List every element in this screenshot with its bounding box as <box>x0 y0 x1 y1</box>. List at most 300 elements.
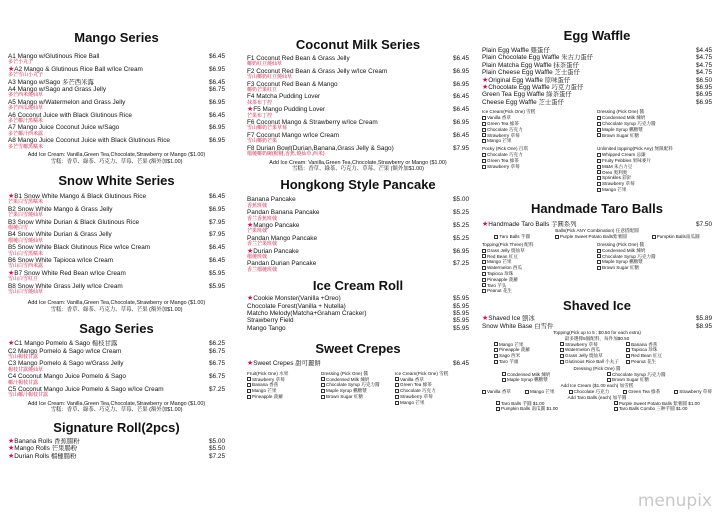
option-item: Mango 芒果 <box>247 388 321 394</box>
option-item: M&M 朱古力豆 <box>597 164 712 170</box>
menu-item-chinese: 多芒雪山小丸子 <box>8 72 44 79</box>
checkbox-icon <box>494 235 498 239</box>
menu-item-chinese: 雪山椰汁楊枝甘露 <box>8 392 49 399</box>
option-item: Chocolate 巧克力 <box>569 389 610 395</box>
hk-pancake-title: Hongkong Style Pancake <box>280 177 436 193</box>
checkbox-icon <box>560 354 564 358</box>
checkbox-icon <box>560 360 564 364</box>
menu-item-name: Plain Chocolate Egg Waffle 朱古力蛋仔 <box>482 54 594 62</box>
option-item: Condensed Milk 煉奶 <box>597 248 712 254</box>
menu-item-price: $6.95 <box>453 67 469 75</box>
option-item: Condensed Milk 煉奶 <box>502 372 607 378</box>
menu-item-price: $7.95 <box>453 144 469 152</box>
menu-item-price: $6.45 <box>209 256 225 264</box>
menu-item-chinese: 榴槤班戟 <box>247 253 268 260</box>
option-item: Brown Sugar 紅糖 <box>607 377 712 383</box>
menu-item-name: ★B7 Snow White Red Bean w/Ice Cream <box>8 269 126 277</box>
menu-item-chinese: 榴槤椰奶碗(榴槤,香蕉,燒仙草,西米) <box>247 151 325 158</box>
menu-item-name: A6 Coconut Juice with Black Glutinous Rice <box>8 111 132 119</box>
menu-item-name: Plain Egg Waffle 雞蛋仔 <box>482 47 550 54</box>
menu-item-chinese: 雪山椰奶芒果 <box>247 138 278 145</box>
option-item: Chocolate Syrup 巧克力醬 <box>607 372 712 378</box>
menu-item-name: Pandan Mango Pancake <box>247 234 317 242</box>
menu-item-price: $6.95 <box>209 98 225 106</box>
checkbox-icon <box>482 159 486 163</box>
option-item: Banana 香蕉 <box>626 342 712 348</box>
snow-white-title: Snow White Series <box>58 172 175 188</box>
menu-item <box>482 54 712 61</box>
option-group-title: Unlimited topping(Pick Any) 無限配料 <box>597 146 673 152</box>
menu-item-price: $4.45 <box>696 47 712 54</box>
checkbox-icon <box>482 289 486 293</box>
checkbox-icon <box>560 342 564 346</box>
option-group-title: Dressing (Pick One) 醬 <box>597 109 644 115</box>
menu-item-chinese: 雪山白雪紅豆 <box>8 276 39 283</box>
coconut-note-cn: 雪糕：香草、綠茶、巧克力、草莓、芒果 (額外加$1.00) <box>292 165 424 172</box>
star-icon: ★ <box>8 445 15 453</box>
option-group-title: Pocky (Pick One) 百琪 <box>482 146 528 152</box>
option-item: Strawberry 草莓 <box>482 133 597 139</box>
checkbox-icon <box>560 348 564 352</box>
menu-item-name: ★F5 Mango Pudding Lover <box>247 106 326 114</box>
menu-item-chinese: 雪山白雪黑糯米 <box>8 250 44 257</box>
checkbox-icon <box>597 122 601 126</box>
menu-item-price: $6.45 <box>453 106 469 114</box>
option-item: Glutinous Rice Ball 小丸子 <box>560 359 626 365</box>
menu-item <box>8 53 225 60</box>
menu-item-name: ★Original Egg Waffle 原味蛋仔 <box>482 76 571 84</box>
menu-item-name: A8 Mango Juice Coconut Juice with Black Glutinous Rice <box>8 137 170 145</box>
menu-item <box>8 340 225 347</box>
menu-item-price: $6.45 <box>453 131 469 139</box>
menu-item-price: $6.95 <box>209 137 225 145</box>
menu-item-name: Cheese Egg Waffle 芝士蛋仔 <box>482 98 565 106</box>
option-item: Green Tea 綠茶 <box>623 389 660 395</box>
option-item: Tapioca 珍珠 <box>482 271 597 277</box>
option-item: Green Tea 綠茶 <box>482 121 597 127</box>
checkbox-icon <box>482 165 486 169</box>
menu-item <box>482 323 712 330</box>
taro-options <box>482 242 712 294</box>
mango-note-cn: 雪糕：香草、綠茶、巧克力、草莓、芒果 (額外加$1.00) <box>50 158 183 165</box>
menu-item-chinese: 多芒西米燒仙草 <box>8 92 44 99</box>
menu-item-price: $8.95 <box>696 322 712 330</box>
menu-item-name: ★A2 Mango & Glutinous Rice Ball w/Ice Cream <box>8 65 143 73</box>
menu-item-price: $5.95 <box>453 295 469 303</box>
menu-item <box>482 77 712 84</box>
menu-item-price: $6.95 <box>696 84 712 92</box>
menu-item-price: $6.95 <box>453 80 469 88</box>
menu-item-name: A1 Mango w/Glutinous Rice Ball <box>8 53 100 60</box>
menu-item <box>247 81 469 88</box>
option-item: Chocolate Syrup 巧克力醬 <box>321 382 395 388</box>
option-item: Maple Syrup 楓糖漿 <box>502 377 607 383</box>
menu-item-price: $6.50 <box>696 76 712 84</box>
option-item: Chocolate Syrup 巧克力醬 <box>597 254 712 260</box>
menupix-logo: menupix <box>637 491 712 511</box>
menu-item-price: $6.75 <box>209 373 225 381</box>
checkbox-icon <box>494 360 498 364</box>
taro-balls-options <box>482 234 712 240</box>
star-icon: ★ <box>247 295 254 303</box>
menu-item-name: Pandan Banana Pancake <box>247 209 320 217</box>
option-item: Strawberry 草莓 <box>247 377 321 383</box>
checkbox-icon <box>597 182 601 186</box>
mango-note-en: Add Ice Cream: Vanilla,Green Tea,Chocolate,Strawberry or Mango ($1.00) <box>27 152 206 159</box>
checkbox-icon <box>597 188 601 192</box>
menu-item-chinese: 香兰香蕉班戟 <box>247 215 278 222</box>
menu-item-price: $6.95 <box>453 247 469 255</box>
menu-item-price: $6.95 <box>209 124 225 132</box>
option-item: Brown Sugar 紅糖 <box>321 394 395 400</box>
checkbox-icon <box>502 372 506 376</box>
menu-item-chinese: 多芒小丸子 <box>8 59 34 66</box>
star-icon: ★ <box>247 221 254 229</box>
shaved-addball-title: Add Taro Balls (each) 加芋圓 <box>567 394 627 400</box>
option-item: Mango 芒果 <box>482 138 597 144</box>
option-item: Brown Sugar 紅糖 <box>597 265 712 271</box>
hk-pancake-list <box>247 196 469 273</box>
menu-item-price: $5.95 <box>209 282 225 290</box>
checkbox-icon <box>626 354 630 358</box>
menu-item-price: $5.95 <box>453 324 469 332</box>
option-item: Pineapple 菠蘿 <box>247 394 321 400</box>
shaved-dressing-options <box>482 372 712 384</box>
option-item: Brown Sugar 紅糖 <box>597 133 712 139</box>
star-icon: ★ <box>8 452 15 460</box>
menu-item-chinese: 雪山楊枝甘露 <box>8 354 39 361</box>
option-group-title: Topping(Pick Three) 配料 <box>482 241 534 247</box>
menu-item-name: ★Shaved Ice 刨冰 <box>482 315 535 323</box>
shaved-balls-options <box>482 401 712 413</box>
sago-series-list <box>8 340 225 399</box>
option-item: Purple Sweet Potato Balls 紫薯圓 $1.00 <box>614 401 712 407</box>
taro-dressing-group <box>597 242 712 294</box>
option-item: Strawberry 草莓 <box>674 389 712 395</box>
menu-item <box>247 310 469 317</box>
option-item: Taro 芋头 <box>482 283 597 289</box>
sweet-crepes-item: ★Sweet Crepes 甜可麗餅 $6.45 <box>247 360 469 368</box>
option-item: Taro 芋頭 <box>494 359 560 365</box>
menu-item-name: Matcho Melody(Matcha+Graham Cracker) <box>247 310 367 317</box>
menu-item <box>8 373 225 380</box>
option-item: Vanilla 香草 <box>395 377 469 383</box>
menu-item-price: $7.95 <box>209 218 225 226</box>
checkbox-icon <box>607 372 611 376</box>
option-item: Pineapple 菠蘿 <box>482 277 597 283</box>
menu-item-name: Strawberry Field <box>247 317 294 325</box>
option-group-title: Dressing (Pick One) 醬 <box>597 241 644 247</box>
menu-item-chinese: 多芒西瓜燒仙草 <box>8 105 44 112</box>
menu-item-price: $7.25 <box>209 386 225 394</box>
checkbox-icon <box>247 383 251 387</box>
checkbox-icon <box>597 266 601 270</box>
menu-item-price: $6.45 <box>453 55 469 62</box>
checkbox-icon <box>247 395 251 399</box>
menu-item <box>8 270 225 277</box>
menu-item-name: F4 Matcha Pudding Lover <box>247 93 321 101</box>
menu-item-name: F7 Coconut Mango w/Ice Cream <box>247 131 339 139</box>
menu-item-name: C5 Coconut Mango Juice Pomelo & Sago w/Ice Cream <box>8 386 164 394</box>
option-item: Mango 芒果 <box>494 342 560 348</box>
checkbox-icon <box>597 254 601 258</box>
menu-item-chinese: 多芒雪椰黑糯米 <box>8 143 44 150</box>
checkbox-icon <box>623 390 627 394</box>
menu-item-price: $7.25 <box>453 260 469 268</box>
checkbox-icon <box>494 354 498 358</box>
option-item: Mango 芒果 <box>482 259 597 265</box>
menu-item <box>482 91 712 98</box>
checkbox-icon <box>321 389 325 393</box>
middle-column <box>243 0 473 517</box>
menu-item-chinese: 芒果布丁控 <box>247 112 273 119</box>
checkbox-icon <box>494 348 498 352</box>
checkbox-icon <box>321 383 325 387</box>
menu-item-price: $6.95 <box>209 205 225 213</box>
option-item: Mango 芒果 <box>525 389 555 395</box>
checkbox-icon <box>607 378 611 382</box>
star-icon: ★ <box>8 192 15 200</box>
menu-item-name: Pandan Durian Pancake <box>247 260 317 268</box>
menu-item-price: $6.75 <box>209 86 225 94</box>
menu-item <box>482 315 712 322</box>
menu-item <box>247 248 469 255</box>
option-item: Grass Jelly 燒仙草 <box>482 248 597 254</box>
menu-item-price: $6.95 <box>209 65 225 73</box>
checkbox-icon <box>482 260 486 264</box>
option-item: Pumpkin Balls南瓜圓 <box>652 234 700 240</box>
option-item: Pineapple 菠蘿 <box>494 347 560 353</box>
option-item: Pumpkin Balls 南瓜圓 $1.00 <box>496 406 614 412</box>
checkbox-icon <box>482 390 486 394</box>
menu-item <box>247 132 469 139</box>
menu-item <box>482 84 712 91</box>
checkbox-icon <box>482 249 486 253</box>
shaved-addice-title: Add Ice Cream ($1.00 each) 加雪糕 <box>560 383 634 389</box>
menu-item-price: $4.75 <box>696 54 712 62</box>
checkbox-icon <box>569 390 573 394</box>
checkbox-icon <box>482 122 486 126</box>
menu-item-name: ★C1 Mango Pomelo & Sago 楊枝甘露 <box>8 340 118 348</box>
menu-item-name: A5 Mango w/Watermelon and Grass Jelly <box>8 98 126 106</box>
checkbox-icon <box>597 153 601 157</box>
coconut-note-en: Add Ice Cream: Vanilla,Green Tea,Chocolate,Strawberry or Mango ($1.00) <box>269 159 447 166</box>
menu-item-name: Green Tea Egg Waffle 綠茶蛋仔 <box>482 91 572 99</box>
checkbox-icon <box>395 395 399 399</box>
menu-item-name: Snow White Base 白雪件 <box>482 322 554 330</box>
option-item: Taro Balls Combo 三种芋圓 $1.00 <box>614 406 712 412</box>
shaved-topping-note-cn: 最多選擇5個配料，每件加$0.50 <box>564 335 630 341</box>
sago-note-en: Add Ice Cream: Vanilla,Green Tea,Chocolate,Strawberry or Mango ($1.00) <box>27 400 206 407</box>
checkbox-icon <box>395 383 399 387</box>
menu-item-name: Chocolate Forest(Vanilla + Nutella) <box>247 302 346 310</box>
menu-item-name: Mango Tango <box>247 324 286 332</box>
signature-roll-list <box>8 438 225 460</box>
shaved-topping-options <box>482 342 712 365</box>
option-item: Green Tea 綠茶 <box>395 382 469 388</box>
option-item: Grass Jelly 燒仙草 <box>560 353 626 359</box>
menu-item <box>482 62 712 69</box>
menu-item-price: $6.45 <box>209 78 225 86</box>
menu-item-price: $6.45 <box>209 192 225 200</box>
option-item: Vanilla 香草 <box>482 115 597 121</box>
egg-options-1 <box>482 109 712 144</box>
menu-item-chinese: 抹茶布丁控 <box>247 99 273 106</box>
menu-item-name: Plain Matcha Egg Waffle 抹茶蛋仔 <box>482 61 579 69</box>
checkbox-icon <box>555 235 559 239</box>
checkbox-icon <box>525 390 529 394</box>
checkbox-icon <box>496 407 500 411</box>
menu-item-chinese: 椰汁楊枝甘露 <box>8 379 39 386</box>
option-item: Taro Balls 芋圓 <box>494 234 530 240</box>
menu-item <box>482 99 712 106</box>
checkbox-icon <box>597 260 601 264</box>
menu-item-price: $6.45 <box>209 53 225 60</box>
checkbox-icon <box>482 272 486 276</box>
menu-item-name: B4 Snow White Durian & Grass Jelly <box>8 231 112 239</box>
checkbox-icon <box>597 165 601 169</box>
option-item: Strawberry 草莓 <box>597 181 712 187</box>
taro-balls-item: ★Handmade Taro Balls 芋圓系列 $7.50 <box>482 220 712 228</box>
checkbox-icon <box>614 407 618 411</box>
menu-item-name: B8 Snow White Grass Jelly w/Ice Cream <box>8 282 123 290</box>
crepes-icecream-group <box>395 371 469 406</box>
menu-item-price: $6.75 <box>209 347 225 355</box>
star-icon: ★ <box>482 84 489 92</box>
checkbox-icon <box>496 401 500 405</box>
menu-item-chinese: 芒果白雪燒仙草 <box>8 212 44 219</box>
checkbox-icon <box>482 128 486 132</box>
checkbox-icon <box>494 342 498 346</box>
menu-item-chinese: 多芒椰汁黑糯米 <box>8 118 44 125</box>
checkbox-icon <box>597 133 601 137</box>
checkbox-icon <box>482 254 486 258</box>
option-item: Red Bean 紅豆 <box>482 254 597 260</box>
menu-item-price: $6.45 <box>453 93 469 101</box>
taro-topping-group <box>482 242 597 294</box>
menu-item-name: F6 Coconut Mango & Strawberry w/Ice Cream <box>247 119 378 127</box>
menu-item-chinese: 椰奶紅豆燒仙草 <box>247 61 283 68</box>
menu-item <box>8 219 225 226</box>
snow-note-cn: 雪糕：香草、綠茶、巧克力、草莓、芒果 (額外加$1.00) <box>50 306 183 313</box>
signature-roll-title: Signature Roll(2pcs) <box>53 419 180 435</box>
menu-item-price: $6.45 <box>209 244 225 252</box>
option-item: Chocolate 巧克力 <box>482 152 597 158</box>
menu-item-chinese: 香兰榴槤班戟 <box>247 266 278 273</box>
checkbox-icon <box>247 389 251 393</box>
egg-icecream-group <box>482 109 597 144</box>
snow-white-list <box>8 193 225 296</box>
sweet-crepes-title: Sweet Crepes <box>315 341 401 357</box>
menu-item-price: $5.89 <box>696 315 712 323</box>
option-item: Fruity Pebbles 果味麥片 <box>597 158 712 164</box>
checkbox-icon <box>626 360 630 364</box>
option-item: Banana 香蕉 <box>247 382 321 388</box>
checkbox-icon <box>482 116 486 120</box>
menu-item-name: C3 Mango Pomelo & Sago w/Grass Jelly <box>8 360 124 368</box>
menu-item-price: $6.95 <box>696 98 712 106</box>
menu-item-price: $5.95 <box>453 302 469 310</box>
option-item: Chocolate 巧克力 <box>482 127 597 133</box>
menu-item <box>8 79 225 86</box>
option-item: Mango 芒果 <box>395 400 469 406</box>
menu-item <box>247 260 469 267</box>
menu-item-price: $5.25 <box>453 221 469 229</box>
shaved-ice-list <box>482 315 712 330</box>
crepes-options <box>247 371 469 406</box>
option-item: Taro Balls 芋圓 $1.00 <box>496 401 614 407</box>
option-group-title: Ice Cream(Pick One) 雪糕 <box>482 109 536 115</box>
checkbox-icon <box>321 395 325 399</box>
checkbox-icon <box>626 348 630 352</box>
menu-item <box>247 222 469 229</box>
crepes-fruit-group <box>247 371 321 406</box>
menu-item <box>8 348 225 355</box>
checkbox-icon <box>502 378 506 382</box>
menu-item-price: $6.45 <box>209 111 225 119</box>
menu-item-price: $5.95 <box>453 317 469 325</box>
menu-item <box>247 235 469 242</box>
star-icon: ★ <box>482 76 489 84</box>
menu-item-name: B6 Snow White Tapioca w/Ice Cream <box>8 256 114 264</box>
menu-item-chinese: 多芒椰汁西米露 <box>8 130 44 137</box>
menu-item <box>247 317 469 324</box>
snow-note-en: Add Ice Cream: Vanilla,Green Tea,Chocolate,Strawberry or Mango ($1.00) <box>27 300 206 307</box>
checkbox-icon <box>614 401 618 405</box>
left-column <box>0 0 233 517</box>
option-group-title: Dressing (Pick One) 醬 <box>321 370 368 376</box>
option-item: Purple Sweet Potato Balls紫薯圓 <box>555 234 627 240</box>
menu-item-name: Plain Cheese Egg Waffle 芝士蛋仔 <box>482 69 581 77</box>
menu-item <box>8 445 225 452</box>
option-item: Oreo 奧利奧 <box>597 170 712 176</box>
menu-item-name: ★Cookie Monster(Vanilla +Oreo) <box>247 295 341 303</box>
checkbox-icon <box>395 389 399 393</box>
menu-item-name: Banana Pancake <box>247 196 296 204</box>
egg-waffle-title: Egg Waffle <box>563 28 631 43</box>
coconut-milk-title: Coconut Milk Series <box>295 37 421 52</box>
checkbox-icon <box>321 377 325 381</box>
star-icon: ★ <box>8 340 15 348</box>
menu-item-name: A4 Mango w/Sago and Grass Jelly <box>8 86 107 94</box>
checkbox-icon <box>482 283 486 287</box>
option-item: Chocolate 巧克力 <box>395 388 469 394</box>
star-icon: ★ <box>8 437 15 445</box>
menu-item-name: A7 Mango Juice Coconut Juice w/Sago <box>8 124 120 132</box>
menu-item-chinese: 榴槤白雪 <box>8 224 29 231</box>
menu-item-chinese: 雪山椰奶芒果草莓 <box>247 125 288 132</box>
ice-cream-roll-title: Ice Cream Roll <box>312 278 404 294</box>
menu-item <box>247 196 469 203</box>
menu-item-price: $5.00 <box>453 196 469 204</box>
menu-item <box>8 453 225 460</box>
menu-item-name: B5 Snow White Black Glutinous Rice w/Ice Cream <box>8 244 151 252</box>
sago-series-title: Sago Series <box>79 321 154 337</box>
menu-item <box>247 93 469 100</box>
checkbox-icon <box>597 128 601 132</box>
menu-item-name: F3 Coconut Red Bean & Mango <box>247 80 338 88</box>
menu-item-chinese: 楊枝甘露燒仙草 <box>8 366 44 373</box>
star-icon: ★ <box>8 65 15 73</box>
option-group-title: Ice Cream(Pick One) 雪糕 <box>395 370 449 376</box>
checkbox-icon <box>247 377 251 381</box>
option-item: Maple Syrup 楓糖漿 <box>597 127 712 133</box>
option-item: Peanut 花生 <box>482 288 597 294</box>
checkbox-icon <box>482 278 486 282</box>
egg-unlimited-group <box>597 146 712 193</box>
menu-item-price: $4.75 <box>696 69 712 77</box>
option-item: Strawberry 草莓 <box>560 342 626 348</box>
